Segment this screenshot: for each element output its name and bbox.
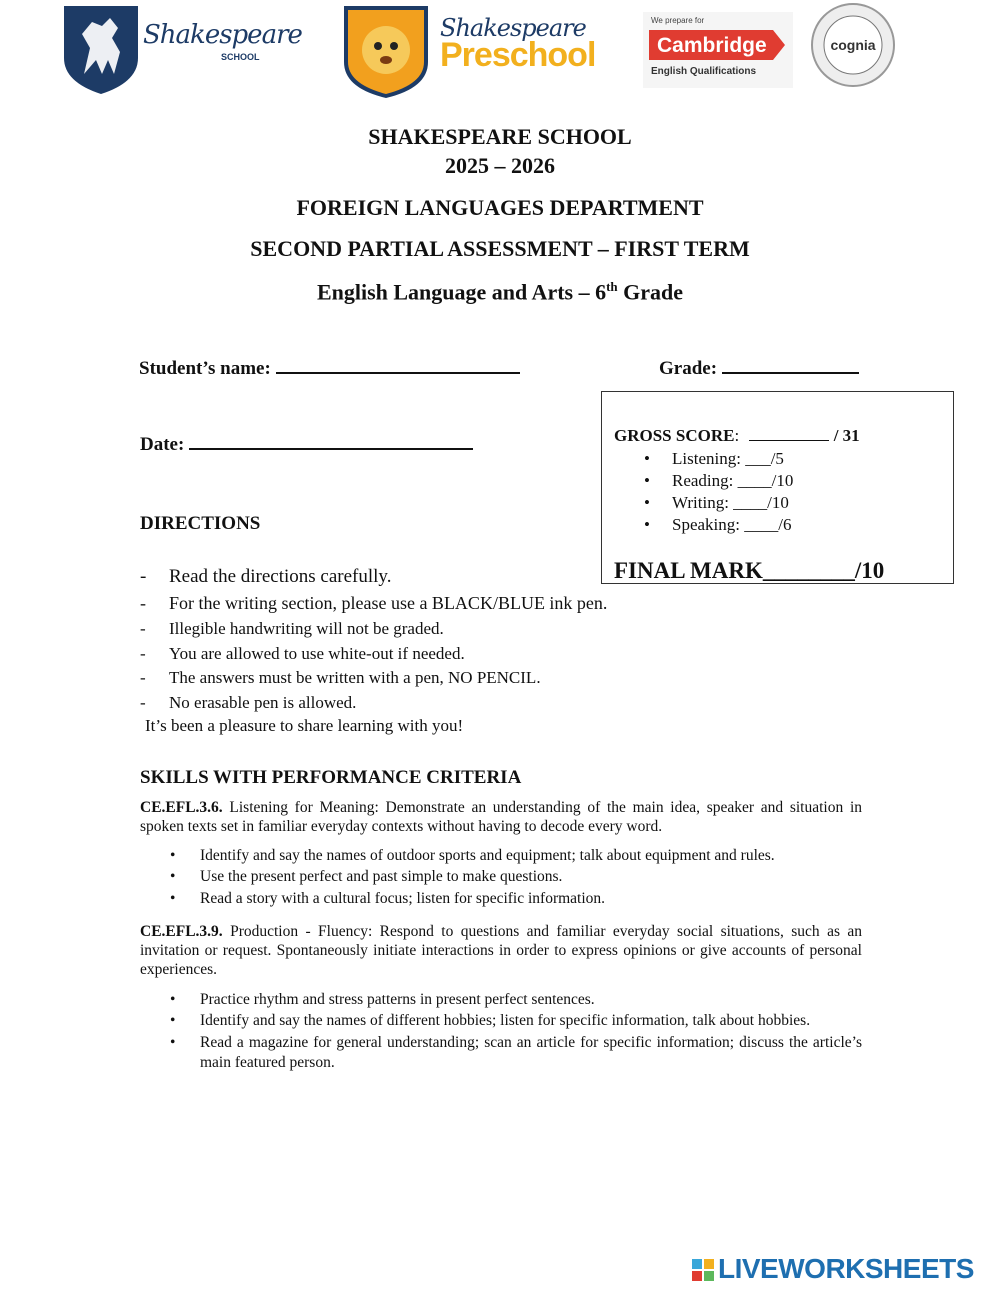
criterion-3-6-bullet: • Read a story with a cultural focus; listen for specific information. xyxy=(170,890,606,907)
shakespeare-school-wordmark: Shakespeare SCHOOL xyxy=(143,20,302,62)
gross-score-total: / 31 xyxy=(833,426,860,445)
date-field xyxy=(140,430,473,456)
closing-message: It’s been a pleasure to share learning with you! xyxy=(145,716,464,735)
directions-heading: DIRECTIONS xyxy=(140,513,261,534)
cognia-text: cognia xyxy=(830,37,876,53)
shakespeare-preschool-wordmark: Shakespeare Preschool xyxy=(440,14,596,74)
gross-score-label: GROSS SCORE xyxy=(614,426,735,445)
skills-heading: SKILLS WITH PERFORMANCE CRITERIA xyxy=(140,767,522,788)
score-breakdown-list xyxy=(672,448,793,536)
score-item-speaking: • Speaking: ____/6 xyxy=(672,514,793,536)
date-blank[interactable] xyxy=(189,430,473,450)
criterion-3-6: CE.EFL.3.6. Listening for Meaning: Demonstrate an understanding of the main idea, speaker and situation in spoken texts set in familiar everyday contexts without having to decode every word. xyxy=(140,799,862,835)
subject-title: English Language and Arts – 6th Grade xyxy=(316,279,684,305)
liveworksheets-logo[interactable] xyxy=(692,1255,992,1285)
assessment-title: SECOND PARTIAL ASSESSMENT – FIRST TERM xyxy=(250,236,750,261)
criterion-3-6-bullet: • Identify and say the names of outdoor sports and equipment; talk about equipment and rules. xyxy=(170,847,775,864)
criterion-3-9: CE.EFL.3.9. Production - Fluency: Respond to questions and familiar everyday social situations, such as an invitation or request. Spontaneously initiate interactions in order to express opinions or give accounts of personal experiences. xyxy=(140,923,862,978)
score-item-listening: • Listening: ___/5 xyxy=(672,448,793,470)
grade-label: Grade: xyxy=(659,358,718,379)
student-name-field xyxy=(139,354,520,380)
school-year: 2025 – 2026 xyxy=(445,153,555,178)
score-box xyxy=(601,391,954,584)
score-item-reading: • Reading: ____/10 xyxy=(672,470,793,492)
liveworksheets-icon xyxy=(692,1259,714,1281)
shakespeare-school-crest xyxy=(62,4,140,96)
gross-score-blank[interactable] xyxy=(749,426,829,441)
score-item-writing: • Writing: ____/10 xyxy=(672,492,793,514)
cambridge-logo: We prepare for Cambridge English Qualifications xyxy=(643,12,793,88)
final-mark-line: FINAL MARK________/10 xyxy=(614,558,885,583)
date-label: Date: xyxy=(140,434,185,455)
criterion-3-9-bullet: • Practice rhythm and stress patterns in present perfect sentences. xyxy=(170,991,595,1008)
gross-score-line: GROSS SCORE: / 31 xyxy=(614,426,860,445)
student-name-label: Student’s name: xyxy=(139,358,271,379)
criterion-3-9-bullet: • Identify and say the names of different hobbies; listen for specific information, talk about hobbies. xyxy=(170,1012,811,1029)
criterion-3-6-bullet: • Use the present perfect and past simple to make questions. xyxy=(170,868,563,885)
directions-list: - Read the directions carefully. - For the writing section, please use a BLACK/BLUE ink pen. - Illegible handwriting will not be graded. - You are allowed to use white-out if needed. - The answers must be written with a pen, NO PENCIL. - No erasable pen is allowed. xyxy=(140,566,608,712)
liveworksheets-wordmark: LIVEWORKSHEETS xyxy=(718,1253,974,1284)
student-name-blank[interactable] xyxy=(276,354,520,374)
grade-blank[interactable] xyxy=(722,354,859,374)
preschool-lion-crest xyxy=(342,4,430,100)
cognia-accredited-seal xyxy=(810,2,896,88)
school-title: SHAKESPEARE SCHOOL xyxy=(368,124,632,149)
cambridge-word: Cambridge xyxy=(657,34,767,57)
criterion-3-9-bullet: • Read a magazine for general understanding; scan an article for specific information; discuss the article’s main featured person. xyxy=(170,1034,862,1071)
department-title: FOREIGN LANGUAGES DEPARTMENT xyxy=(296,195,704,220)
grade-field xyxy=(659,354,859,380)
